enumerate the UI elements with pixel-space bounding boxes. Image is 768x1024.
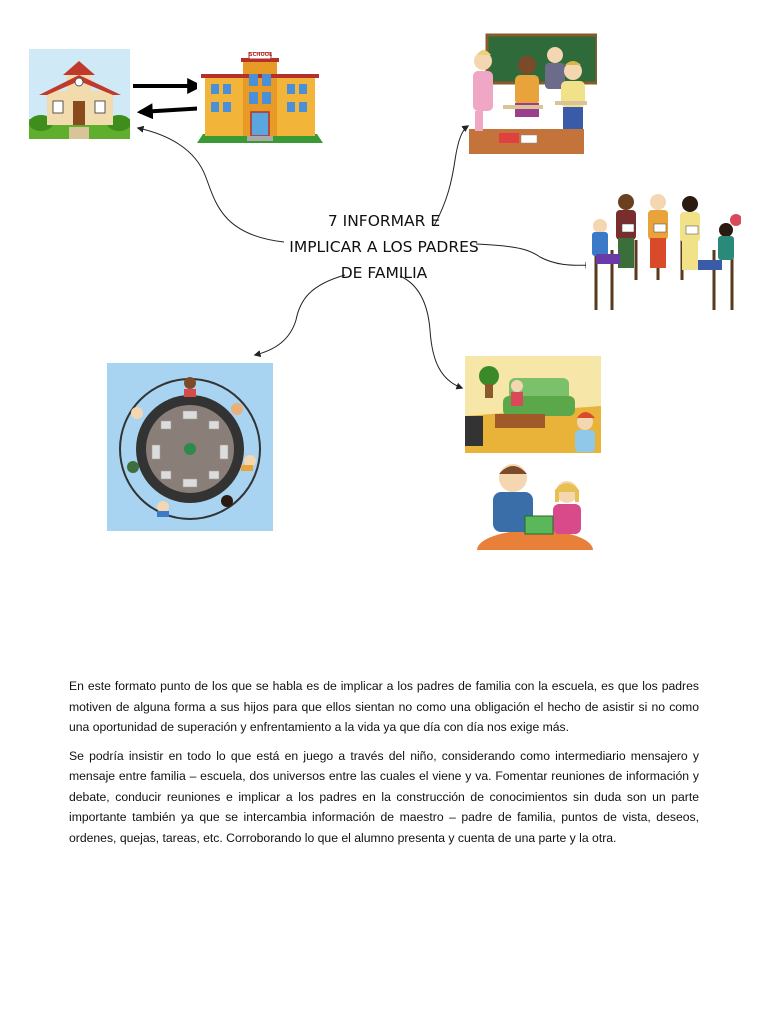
family-living-room-illustration [465,356,601,453]
connector-to-reading-group [476,244,591,265]
round-table-meeting-illustration [107,363,273,531]
round-table-illustration [107,363,273,531]
reading-group-illustration [586,190,741,318]
central-topic-line-1: 7 INFORMAR E [327,212,441,230]
parent-reading-with-child-illustration [477,458,593,550]
connector-to-house [138,128,284,242]
central-topic-line-3: DE FAMILIA [340,264,428,282]
school-icon [197,52,323,143]
living-room-illustration [465,356,601,453]
body-text [69,676,699,856]
house-illustration [29,49,130,139]
parent-child-illustration [477,458,593,550]
central-topic-line-2: IMPLICAR A LOS PADRES [289,238,479,256]
school-sign-label: SCHOOL [249,52,273,58]
school-illustration [197,52,323,143]
classroom-illustration [469,33,597,154]
connector-to-living-room [400,276,462,388]
connector-to-round-table [255,275,345,355]
central-topic-title [286,208,482,286]
body-paragraph-2: Se podría insistir en todo lo que está en juego a través del niño, considerando como intermediario mensajero y mensaje entre familia – escuela, dos universos entre las cuales el viene y va. Fomentar reuniones de información y debate, conducir reuniones e implicar a los padres en la construcción de conocimientos sin duda son un parte importante también ya que se intercambia información de maestro – padre de familia, puntos de vista, deseos, ordenes, quejas, tareas, etc. Corroborando lo que el alumno presenta y cuenta de una parte y la otra. [69,748,699,845]
group-reading-circle-illustration [586,190,741,318]
parent-teacher-meeting-illustration [469,33,597,154]
body-paragraph-1: En este formato punto de los que se habla es de implicar a los padres de familia con la escuela, es que los padres motiven de alguna forma a sus hijos para que ellos sientan no como una obligación el hecho de asistir si no como una oportunidad de superación y enfrentamiento a la vida ya que día con día nos exige más. [69,679,699,734]
house-icon [29,49,130,139]
